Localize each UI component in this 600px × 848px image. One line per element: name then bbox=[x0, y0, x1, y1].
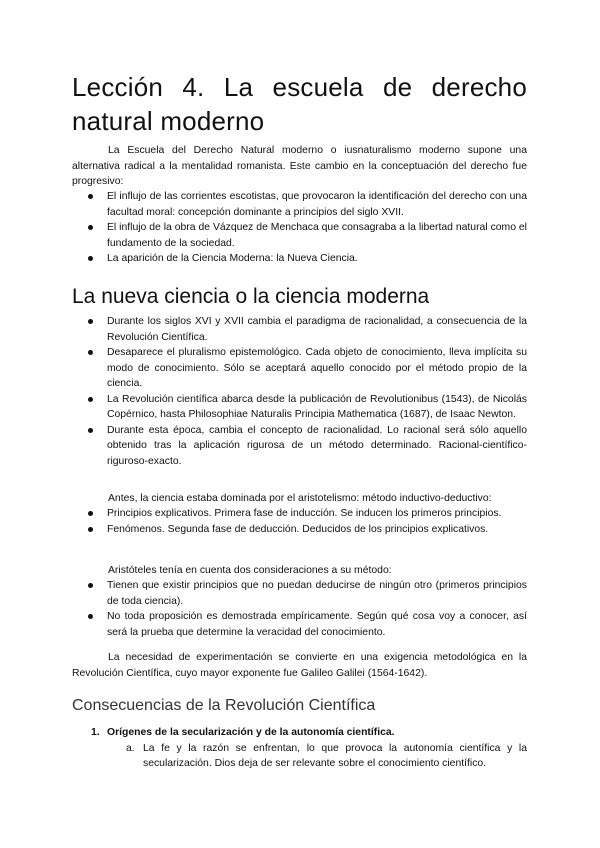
aristotle-method-lead: Antes, la ciencia estaba dominada por el aristotelismo: método inductivo-deductivo: bbox=[108, 493, 492, 504]
aristotle-considerations-list bbox=[72, 578, 527, 640]
list-item: Durante los siglos XVI y XVII cambia el paradigma de racionalidad, a consecuencia de la Revolución Científica. bbox=[72, 314, 527, 345]
list-item: La Revolución científica abarca desde la publicación de Revolutionibus (1543), de Nicolás Copérnico, hasta Philosophiae Naturalis Principia Mathematica (1687), de Isaac Newton. bbox=[72, 392, 527, 423]
section1-bullet-list bbox=[72, 314, 527, 469]
lesson-title: Lección 4. La escuela de derecho natural moderno bbox=[72, 72, 527, 136]
intro-paragraph: La Escuela del Derecho Natural moderno o iusnaturalismo moderno supone una alternativa radical a la mentalidad romanista. Este cambio en la conceptuación del derecho fue progresivo: bbox=[72, 145, 527, 187]
bullet-icon bbox=[88, 511, 93, 516]
bullet-icon bbox=[88, 256, 93, 261]
list-letter: a. bbox=[126, 742, 135, 754]
bullet-icon bbox=[88, 194, 93, 199]
list-item-label: Orígenes de la secularización y de la autonomía científica. bbox=[107, 727, 395, 738]
section-heading-nueva-ciencia: La nueva ciencia o la ciencia moderna bbox=[72, 285, 430, 308]
list-item: No toda proposición es demostrada empíricamente. Según qué cosa voy a conocer, así será la prueba que determine la veracidad del conocimiento. bbox=[72, 609, 527, 640]
list-number: 1. bbox=[91, 727, 100, 738]
aristotle-method-list bbox=[72, 506, 527, 537]
aristotle-considerations-lead: Aristóteles tenía en cuenta dos consideraciones a su método: bbox=[108, 565, 392, 576]
list-item: El influjo de las corrientes escotistas, que provocaron la identificación del derecho con una facultad moral: concepción dominante a principios del siglo XVII. bbox=[72, 189, 527, 220]
sub-list bbox=[107, 741, 527, 772]
sub-list-item: a. La fe y la razón se enfrentan, lo que provoca la autonomía científica y la secularización. Dios deja de ser relevante sobre el conocimiento científico. bbox=[126, 742, 527, 769]
bullet-icon bbox=[88, 614, 93, 619]
section-heading-consecuencias: Consecuencias de la Revolución Científica bbox=[72, 697, 376, 714]
list-item: El influjo de la obra de Vázquez de Menchaca que consagraba a la libertad natural como el fundamento de la sociedad. bbox=[72, 220, 527, 251]
list-item bbox=[72, 725, 527, 772]
intro-bullet-list bbox=[72, 189, 527, 267]
list-item: Principios explicativos. Primera fase de inducción. Se inducen los primeros principios. bbox=[72, 506, 527, 522]
list-item: La aparición de la Ciencia Moderna: la Nueva Ciencia. bbox=[72, 251, 527, 267]
bullet-icon bbox=[88, 428, 93, 433]
bullet-icon bbox=[88, 397, 93, 402]
galileo-paragraph: La necesidad de experimentación se convierte en una exigencia metodológica en la Revolución Científica, cuyo mayor exponente fue Galileo Galilei (1564-1642). bbox=[72, 652, 527, 679]
list-item: Tienen que existir principios que no puedan deducirse de ningún otro (primeros principios de toda ciencia). bbox=[72, 578, 527, 609]
list-item: Desaparece el pluralismo epistemológico. Cada objeto de conocimiento, lleva implícita su modo de conocimiento. Sólo se aceptará aquello conocido por el método propio de la ciencia. bbox=[72, 345, 527, 392]
bullet-icon bbox=[88, 583, 93, 588]
consequences-list bbox=[72, 725, 527, 772]
list-item: Fenómenos. Segunda fase de deducción. Deducidos de los principios explicativos. bbox=[72, 522, 527, 538]
bullet-icon bbox=[88, 225, 93, 230]
bullet-icon bbox=[88, 319, 93, 324]
list-item: Durante esta época, cambia el concepto de racionalidad. Lo racional será sólo aquello obtenido tras la aplicación rigurosa de un método determinado. Racional-científico-riguroso-exacto. bbox=[72, 423, 527, 470]
bullet-icon bbox=[88, 350, 93, 355]
bullet-icon bbox=[88, 527, 93, 532]
